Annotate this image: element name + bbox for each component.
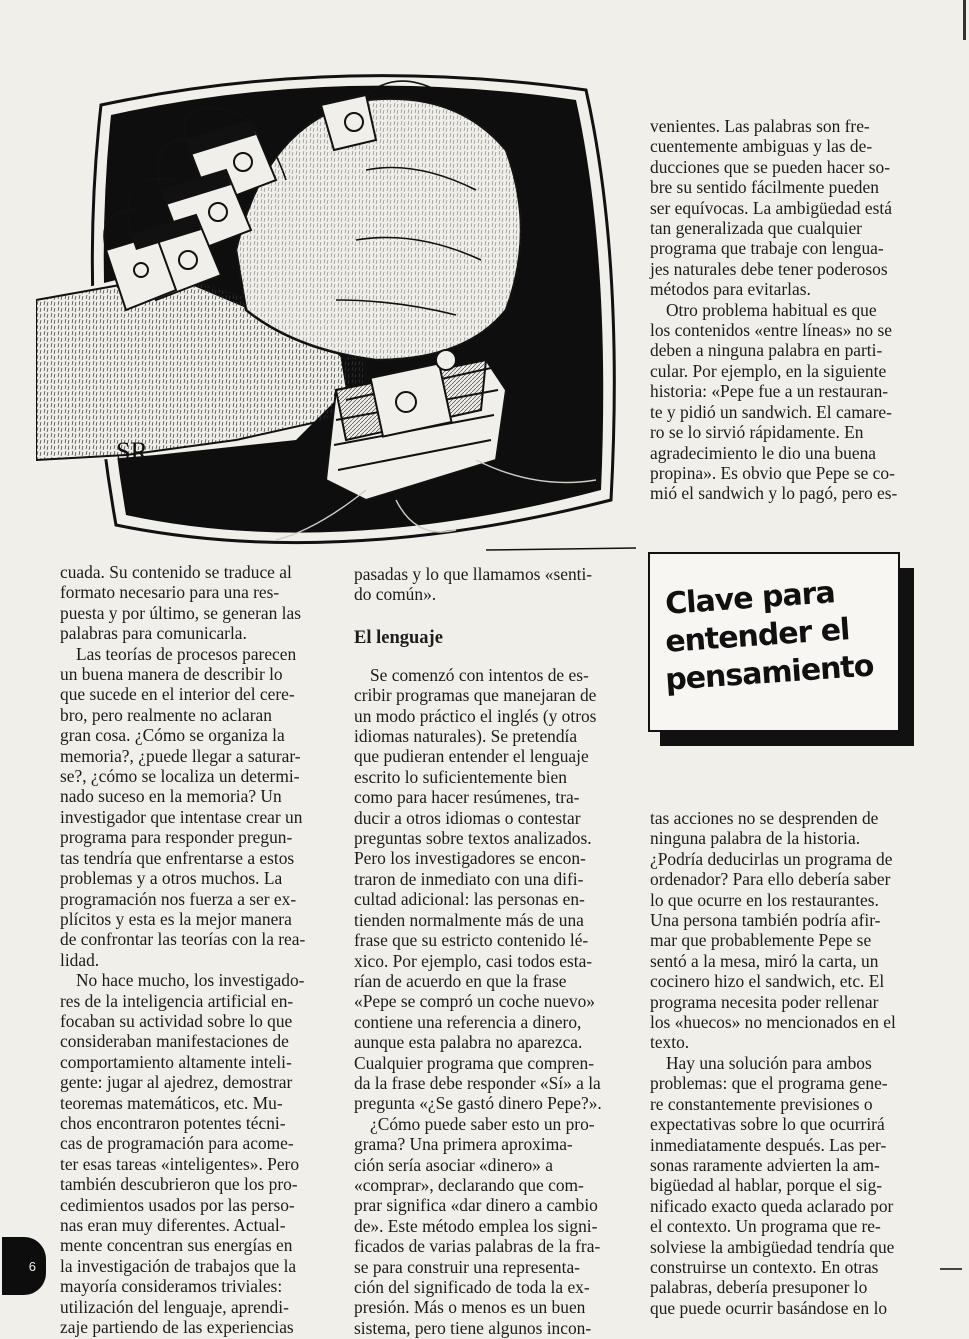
paragraph: tas acciones no se desprenden de ninguna palabra de la historia. ¿Podría deducirlas un programa de ordenador? Para ello debería saber lo que ocurre en los restaurantes. Una persona también podría afir- mar que probablemente Pepe se sentó a la mesa, miró la carta, un cocinero hizo el sandwich, etc. El programa necesita poder rellenar los «huecos» no mencionados en el texto.: [650, 808, 896, 1053]
edge-mark: [940, 1268, 962, 1270]
artist-signature: SR: [116, 437, 148, 466]
edge-mark: [963, 0, 966, 40]
box-frame: [648, 552, 900, 732]
article-column-top-right: [650, 116, 924, 504]
sidebar-title-line: pensamiento: [664, 648, 875, 698]
article-column-2: [354, 564, 628, 1338]
paragraph: No hace mucho, los investigado- res de la inteligencia artificial en- focaban su actividad sobre lo que consideraban manifestaciones de comportamiento altamente inteli- gente: jugar al ajedrez, demostrar teoremas matemáticos, etc. Mu- chos encontraron potentes técni- cas de programación para acome- ter esas tareas «inteligentes». Pero también descubrieron que los pro- cedimientos usados por las perso- nas eran muy diferentes. Actual- mente concentran sus energías en la investigación de trabajos que la mayoría consideramos triviales: utilización del lenguaje, aprendi- zaje partiendo de las experiencias: [60, 970, 305, 1338]
section-heading: El lenguaje: [354, 627, 443, 648]
sidebar-title-line: entender el: [664, 612, 851, 660]
article-column-1: [60, 562, 332, 1337]
illustration-hand-sensors: [36, 60, 636, 560]
paragraph: pasadas y lo que llamamos «senti- do común».: [354, 564, 593, 605]
paragraph: cuada. Su contenido se traduce al formato necesario para una res- puesta y por último, se generan las palabras para comunicarla.: [60, 562, 301, 644]
article-column-3: [650, 808, 924, 1318]
paragraph: Se comenzó con intentos de es- cribir programas que manejaran de un modo práctico el inglés (y otros idiomas naturales). Se pretendía que pudieran entender el lenguaje escrito lo suficientemente bien como para hacer resúmenes, tra- ducir a otros idiomas o contestar preguntas sobre textos analizados. Pero los investigadores se encon- traron de inmediato con una difi- cultad adicional: las personas en- tienden normalmente más de una frase que su estricto contenido lé- xico. Por ejemplo, casi todos esta- rían de acuerdo en que la frase «Pepe se compró un coche nuevo» contiene una referencia a dinero, aunque esta palabra no aparezca. Cualquier programa que compren- da la frase debe responder «Sí» a la pregunta «¿Se gastó dinero Pepe?».: [354, 664, 602, 1114]
paragraph: Otro problema habitual es que los contenidos «entre líneas» no se deben a ninguna palabra en parti- cular. Por ejemplo, en la siguiente historia: «Pepe fue a un restauran- te y pidió un sandwich. El camare- ro se lo sirvió rápidamente. En agradecimiento le dio una buena propina». Es obvio que Pepe se co- mió el sandwich y lo pagó, pero es-: [650, 299, 898, 504]
paragraph: ¿Cómo puede saber esto un pro- grama? Una primera aproxima- ción sería asociar «dinero» a «comprar», declarando que com- prar significa «dar dinero a cambio de». Este método emplea los signi- ficados de varias palabras de la fra- se para construir una representa- ción del significado de toda la ex- presión. Más o menos es un buen sistema, pero tiene algunos incon-: [354, 1113, 601, 1338]
paragraph: Las teorías de procesos parecen un buena manera de describir lo que sucede en el interior del cere- bro, pero realmente no aclaran gran cosa. ¿Cómo se organiza la memoria?, ¿puede llegar a saturar- se?, ¿cómo se localiza un determi- nado suceso en la memoria? Un investigador que intentase crear un programa para responder pregun- tas tendría que enfrentarse a estos problemas y a otros muchos. La programación nos fuerza a ser ex- plícitos y esta es la mejor manera de confrontar las teorías con la rea- lidad.: [60, 643, 306, 970]
page-number-tab: [2, 1237, 46, 1295]
sidebar-title-line: Clave para: [664, 575, 836, 622]
sidebar-title-box: [648, 552, 910, 740]
page-number: 6: [28, 1258, 36, 1274]
paragraph: Hay una solución para ambos problemas: que el programa gene- re constantemente previsiones o expectativas sobre lo que ocurrirá inmediatamente después. Las per- sonas raramente advierten la am- bigüedad al hablar, porque el sig- nificado exacto queda aclarado por el contexto. Un programa que re- solviese la ambigüedad tendría que construirse un contexto. En otras palabras, debería presuponer lo que puede ocurrir basándose en lo: [650, 1052, 895, 1318]
paragraph: venientes. Las palabras son fre- cuentemente ambiguas y las de- ducciones que se pueden hacer so- bre su sentido fácilmente pueden ser equívocas. La ambigüedad está tan generalizada que cualquier programa que trabaje con lengua- jes naturales debe tener poderosos métodos para evitarlas.: [650, 116, 892, 300]
